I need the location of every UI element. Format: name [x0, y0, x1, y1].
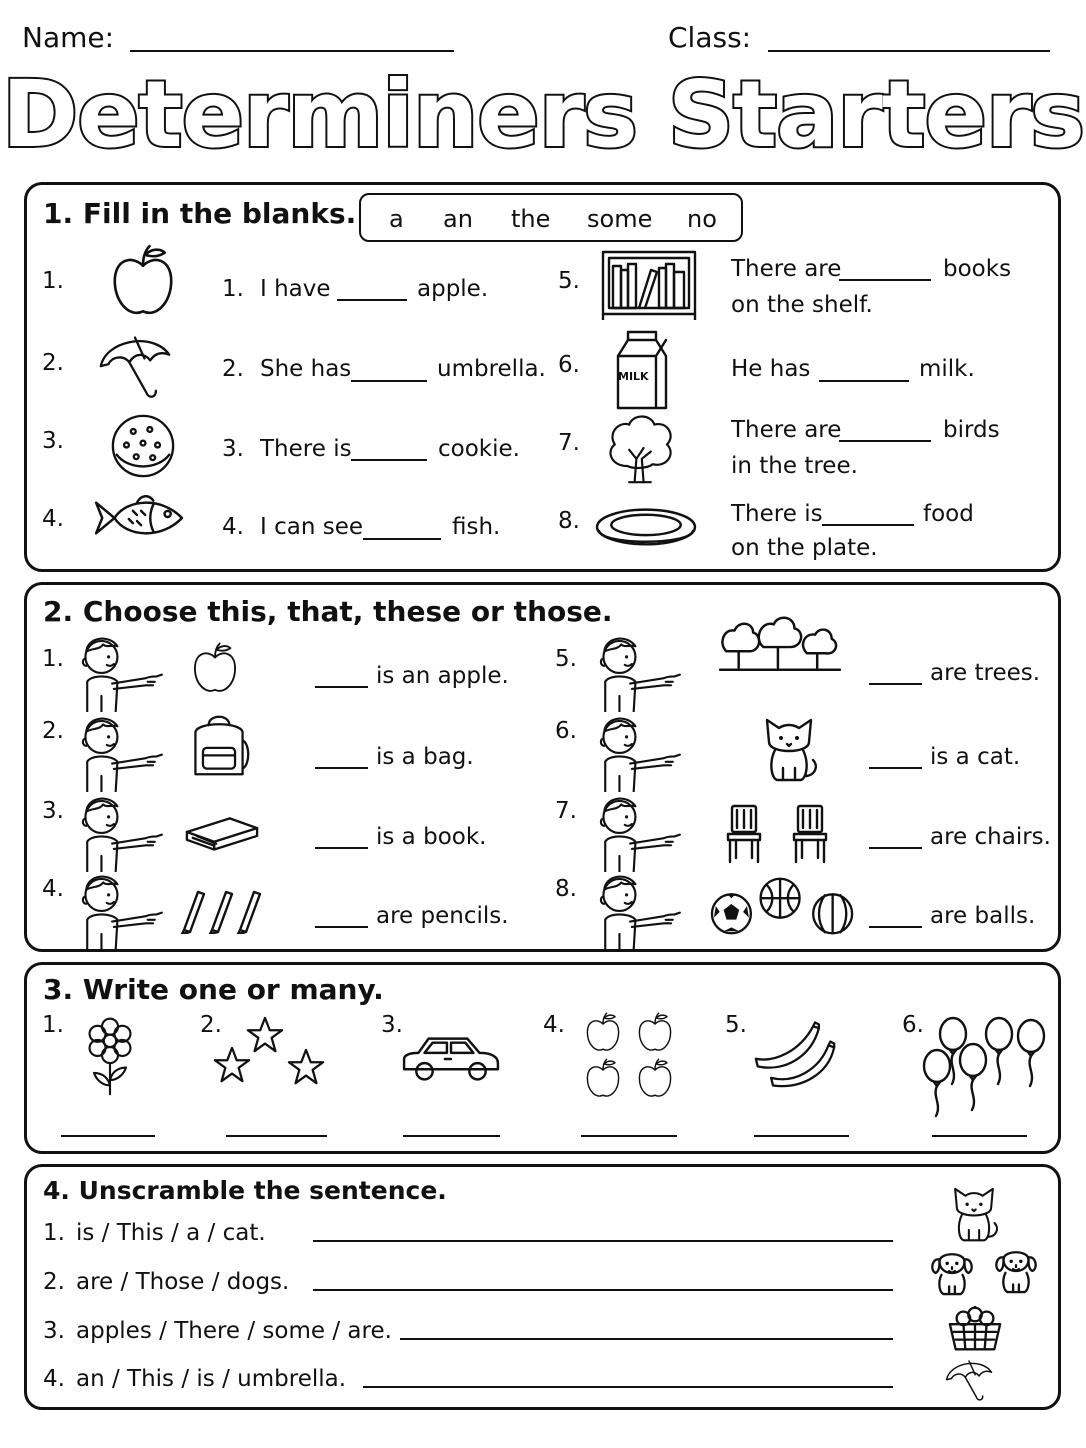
- sentence-text: There are: [731, 256, 842, 282]
- scrambled-words: is / This / a / cat.: [76, 1220, 266, 1246]
- scrambled-words: an / This / is / umbrella.: [76, 1366, 347, 1392]
- section4-heading: 4. Unscramble the sentence.: [43, 1176, 447, 1205]
- answer-blank[interactable]: [932, 1135, 1027, 1137]
- scrambled-words: apples / There / some / are.: [76, 1318, 392, 1344]
- answer-blank[interactable]: [869, 683, 922, 685]
- sentence-text: is a bag.: [376, 744, 474, 770]
- answer-blank[interactable]: [315, 926, 368, 928]
- answer-blank[interactable]: [61, 1135, 155, 1137]
- sentence-text: cookie.: [438, 436, 520, 462]
- bananas-icon: [752, 1018, 838, 1090]
- item-number: 8.: [555, 876, 577, 902]
- sentence-number: 2.: [222, 356, 244, 382]
- balloon-icon: [958, 1042, 988, 1112]
- answer-blank[interactable]: [337, 299, 407, 301]
- balloon-icon: [1016, 1018, 1046, 1088]
- answer-blank[interactable]: [869, 767, 922, 769]
- cat-icon: [944, 1182, 1004, 1242]
- sentence-text: food: [923, 501, 974, 527]
- dog-icon: [992, 1246, 1040, 1294]
- sentence-text: umbrella.: [437, 356, 546, 382]
- cat-icon: [758, 712, 820, 782]
- apple-icon: [584, 1012, 622, 1054]
- apple-icon: [636, 1012, 674, 1054]
- item-number: 8.: [558, 508, 580, 534]
- item-number: 3.: [381, 1012, 403, 1038]
- sentence-text: I have: [260, 276, 331, 302]
- sentence-text: are trees.: [930, 660, 1041, 686]
- star-icon: [213, 1046, 251, 1084]
- item-number: 4.: [43, 1366, 65, 1392]
- sentence-text: There is: [260, 436, 352, 462]
- apple-basket-icon: [946, 1306, 1004, 1352]
- sentence-text: is a cat.: [930, 744, 1021, 770]
- balloon-icon: [922, 1048, 952, 1118]
- item-number: 3.: [42, 798, 64, 824]
- item-number: 3.: [43, 1318, 65, 1344]
- item-number: 4.: [42, 506, 64, 532]
- answer-blank[interactable]: [351, 459, 427, 461]
- sentence-text: He has: [731, 356, 811, 382]
- answer-line[interactable]: [313, 1289, 893, 1291]
- item-number: 2.: [42, 718, 64, 744]
- pointing-boy-icon: [74, 870, 168, 950]
- sentence-text: books: [943, 256, 1012, 282]
- sentence-text: She has: [260, 356, 352, 382]
- answer-line[interactable]: [400, 1338, 893, 1340]
- name-field[interactable]: [130, 50, 454, 52]
- item-number: 5.: [725, 1012, 747, 1038]
- sentence-text: on the shelf.: [731, 292, 873, 318]
- balloon-icon: [984, 1016, 1014, 1086]
- pointing-boy-icon: [589, 632, 689, 712]
- answer-blank[interactable]: [363, 538, 441, 540]
- sentence-text: I can see: [260, 514, 364, 540]
- answer-blank[interactable]: [226, 1135, 327, 1137]
- section2-heading: 2. Choose this, that, these or those.: [43, 595, 613, 628]
- name-label: Name:: [22, 21, 115, 54]
- backpack-icon: [186, 712, 252, 778]
- sentence-text: apple.: [417, 276, 489, 302]
- plate-icon: [595, 506, 697, 552]
- chair-icon: [724, 804, 764, 864]
- apple-icon: [636, 1058, 674, 1100]
- word-bank-item: no: [687, 205, 717, 233]
- pointing-boy-icon: [589, 870, 689, 950]
- answer-line[interactable]: [363, 1386, 893, 1388]
- item-number: 1.: [42, 646, 64, 672]
- fish-icon: [92, 492, 184, 544]
- class-field[interactable]: [768, 50, 1050, 52]
- apple-icon: [190, 642, 240, 696]
- sentence-text: birds: [943, 417, 1000, 443]
- umbrella-icon: [940, 1356, 998, 1406]
- pointing-boy-icon: [74, 712, 168, 792]
- item-number: 4.: [543, 1012, 565, 1038]
- apple-icon: [105, 244, 181, 320]
- book-icon: [183, 812, 261, 852]
- scrambled-words: are / Those / dogs.: [76, 1269, 290, 1295]
- answer-blank[interactable]: [403, 1135, 500, 1137]
- trees-icon: [718, 614, 842, 676]
- answer-blank[interactable]: [839, 279, 931, 281]
- item-number: 2.: [200, 1012, 222, 1038]
- star-icon: [246, 1016, 284, 1054]
- umbrella-icon: [97, 330, 173, 406]
- item-number: 7.: [558, 430, 580, 456]
- pointing-boy-icon: [74, 632, 168, 712]
- answer-blank[interactable]: [839, 440, 931, 442]
- section3-heading: 3. Write one or many.: [43, 973, 384, 1006]
- apple-icon: [584, 1058, 622, 1100]
- item-number: 6.: [558, 352, 580, 378]
- item-number: 4.: [42, 876, 64, 902]
- item-number: 6.: [555, 718, 577, 744]
- flower-icon: [82, 1016, 138, 1096]
- answer-line[interactable]: [313, 1240, 893, 1242]
- answer-blank[interactable]: [315, 847, 368, 849]
- sentence-text: are balls.: [930, 903, 1036, 929]
- answer-blank[interactable]: [315, 767, 368, 769]
- answer-blank[interactable]: [822, 524, 914, 526]
- sentence-text: are pencils.: [376, 903, 509, 929]
- sentence-text: in the tree.: [731, 453, 858, 479]
- sentence-number: 4.: [222, 514, 244, 540]
- item-number: 2.: [42, 350, 64, 376]
- balls-icon: [710, 876, 856, 936]
- item-number: 5.: [555, 646, 577, 672]
- answer-blank[interactable]: [315, 686, 368, 688]
- sentence-text: fish.: [452, 514, 501, 540]
- sentence-text: is an apple.: [376, 663, 509, 689]
- section1-heading: 1. Fill in the blanks.: [43, 197, 357, 230]
- word-bank-item: a: [389, 205, 404, 233]
- chair-icon: [790, 804, 830, 864]
- pointing-boy-icon: [74, 792, 168, 872]
- answer-blank[interactable]: [581, 1135, 677, 1137]
- page-title: Determiners Starters: [1, 61, 1085, 168]
- word-bank-item: the: [511, 205, 551, 233]
- bookshelf-icon: [601, 250, 697, 320]
- milk-carton-label: MILK: [618, 370, 649, 383]
- car-icon: [400, 1032, 502, 1084]
- sentence-text: milk.: [919, 356, 975, 382]
- tree-icon: [604, 410, 676, 486]
- item-number: 1.: [43, 1220, 65, 1246]
- answer-blank[interactable]: [869, 926, 922, 928]
- sentence-text: There are: [731, 417, 842, 443]
- pointing-boy-icon: [589, 792, 689, 872]
- sentence-text: is a book.: [376, 824, 487, 850]
- dog-icon: [928, 1248, 976, 1296]
- star-icon: [287, 1048, 325, 1086]
- word-bank-item: an: [443, 205, 473, 233]
- sentence-number: 1.: [222, 276, 244, 302]
- sentence-text: There is: [731, 501, 823, 527]
- answer-blank[interactable]: [754, 1135, 849, 1137]
- sentence-text: are chairs.: [930, 824, 1051, 850]
- pencils-icon: [177, 884, 269, 934]
- answer-blank[interactable]: [351, 380, 427, 382]
- item-number: 7.: [555, 798, 577, 824]
- item-number: 2.: [43, 1269, 65, 1295]
- item-number: 1.: [42, 268, 64, 294]
- item-number: 1.: [42, 1012, 64, 1038]
- sentence-number: 3.: [222, 436, 244, 462]
- word-bank: [359, 193, 743, 242]
- word-bank-item: some: [587, 205, 653, 233]
- pointing-boy-icon: [589, 712, 689, 792]
- answer-blank[interactable]: [819, 380, 909, 382]
- item-number: 3.: [42, 428, 64, 454]
- answer-blank[interactable]: [869, 847, 922, 849]
- item-number: 6.: [902, 1012, 924, 1038]
- sentence-text: on the plate.: [731, 535, 878, 561]
- item-number: 5.: [558, 268, 580, 294]
- class-label: Class:: [668, 21, 752, 54]
- cookie-icon: [107, 412, 179, 480]
